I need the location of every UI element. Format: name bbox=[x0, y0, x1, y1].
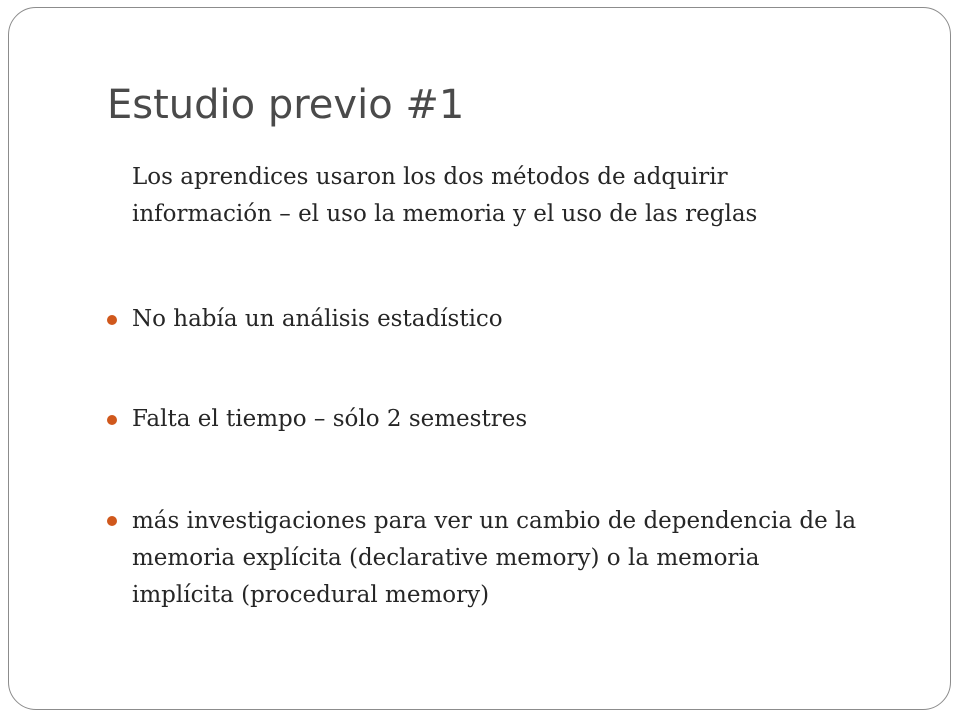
bullet-dot-icon bbox=[107, 315, 117, 325]
bullet-line: implícita (procedural memory) bbox=[132, 582, 490, 608]
bullet-item bbox=[132, 401, 527, 438]
bullet-line: Falta el tiempo – sólo 2 semestres bbox=[132, 406, 528, 432]
bullet-dot-icon bbox=[107, 415, 117, 425]
bullet-item bbox=[132, 503, 856, 614]
intro-paragraph bbox=[132, 159, 757, 233]
bullet-dot-icon bbox=[107, 516, 117, 526]
slide-title: Estudio previo #1 bbox=[107, 82, 465, 128]
intro-line: información – el uso la memoria y el uso de las reglas bbox=[132, 201, 758, 227]
intro-line: Los aprendices usaron los dos métodos de adquirir bbox=[132, 164, 728, 190]
bullet-line: más investigaciones para ver un cambio de dependencia de la bbox=[132, 508, 857, 534]
bullet-line: No había un análisis estadístico bbox=[132, 306, 503, 332]
bullet-line: memoria explícita (declarative memory) o la memoria bbox=[132, 545, 760, 571]
bullet-item bbox=[132, 301, 503, 338]
